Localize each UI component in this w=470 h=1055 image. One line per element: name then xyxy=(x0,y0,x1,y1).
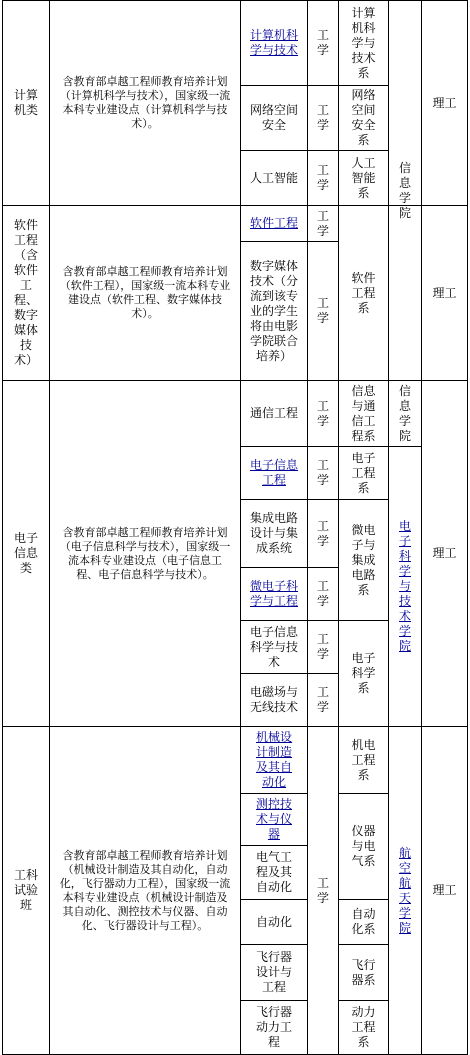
major-cell xyxy=(241,447,307,499)
degree-label: 工学 xyxy=(316,208,329,238)
degree-label: 工学 xyxy=(316,579,329,608)
department-name: 电子科学系 xyxy=(351,651,376,695)
major-name: 集成电路设计与集成系统 xyxy=(249,511,298,555)
department-cell xyxy=(339,500,388,620)
school-cell xyxy=(389,727,421,1054)
school-name: 信息学院 xyxy=(398,383,411,443)
major-name: 网络空间安全 xyxy=(250,103,299,132)
major-name: 通信工程 xyxy=(249,406,298,420)
major-cell xyxy=(241,846,307,899)
category-cell xyxy=(3,381,49,726)
school-name: 信息学院 xyxy=(398,160,411,220)
department-name: 动力工程系 xyxy=(351,1005,376,1049)
discipline-label: 理工 xyxy=(432,883,457,897)
school-name: 电子科学与技术学院 xyxy=(398,519,411,653)
major-name: 人工智能 xyxy=(250,170,299,185)
school-cell xyxy=(389,1,421,380)
school-cell xyxy=(389,447,421,726)
description-cell xyxy=(50,381,240,726)
major-cell xyxy=(241,945,307,1000)
department-name: 计算机科学与技术系 xyxy=(351,5,376,80)
degree-label: 工学 xyxy=(316,398,329,428)
major-cell xyxy=(241,1001,307,1054)
category-cell xyxy=(3,206,49,380)
department-cell xyxy=(339,1,388,85)
degree-cell xyxy=(308,568,338,620)
department-cell xyxy=(339,794,388,899)
major-name: 测控技术与仪器 xyxy=(255,797,292,841)
major-cell xyxy=(241,1,307,85)
major-name: 电气工程及其自动化 xyxy=(255,850,292,894)
description-cell xyxy=(50,1,240,205)
discipline-label: 理工 xyxy=(432,95,457,110)
department-cell xyxy=(339,727,388,793)
degree-cell xyxy=(308,674,338,726)
discipline-cell xyxy=(422,206,467,380)
department-name: 软件工程系 xyxy=(351,270,376,315)
degree-label: 工学 xyxy=(316,632,329,661)
category-cell xyxy=(3,1,49,205)
department-cell xyxy=(339,621,388,726)
major-cell xyxy=(241,151,307,205)
degree-cell xyxy=(308,500,338,567)
major-name: 电子信息科学与技术 xyxy=(249,624,298,669)
degree-label: 工学 xyxy=(316,685,329,714)
category-label: 计算机类 xyxy=(13,88,38,117)
department-name: 电子工程系 xyxy=(351,450,376,495)
major-cell xyxy=(241,242,307,380)
major-name: 飞行器动力工程 xyxy=(255,1005,292,1049)
major-name: 软件工程 xyxy=(249,216,298,230)
major-name: 计算机科学与技术 xyxy=(250,28,299,57)
degree-cell xyxy=(308,447,338,499)
major-cell xyxy=(241,900,307,944)
department-name: 仪器与电气系 xyxy=(351,824,376,868)
major-cell xyxy=(241,206,307,241)
department-cell xyxy=(339,900,388,944)
discipline-label: 理工 xyxy=(432,285,457,300)
department-cell xyxy=(339,151,388,205)
department-name: 飞行器系 xyxy=(351,957,376,987)
discipline-cell xyxy=(422,727,467,1054)
degree-label: 工学 xyxy=(316,103,329,132)
degree-label: 工学 xyxy=(316,28,329,57)
department-name: 微电子与集成电路系 xyxy=(351,522,376,597)
major-cell xyxy=(241,674,307,726)
degree-label: 工学 xyxy=(316,518,329,548)
major-name: 机械设计制造及其自动化 xyxy=(255,730,292,789)
major-name: 电子信息工程 xyxy=(249,458,298,487)
major-name: 飞行器设计与工程 xyxy=(255,950,292,994)
discipline-cell xyxy=(422,1,467,205)
degree-cell xyxy=(308,242,338,380)
major-cell xyxy=(241,86,307,150)
degree-cell xyxy=(308,151,338,205)
degree-label: 工学 xyxy=(316,875,329,905)
degree-cell xyxy=(308,1,338,85)
department-cell xyxy=(339,381,388,446)
category-label: 工科试验班 xyxy=(13,868,38,912)
degree-cell xyxy=(308,727,338,1054)
category-label: 软件工程（含软件工程、数字媒体技术） xyxy=(13,218,38,367)
degree-cell xyxy=(308,206,338,241)
description-cell xyxy=(50,727,240,1054)
degree-cell xyxy=(308,621,338,673)
department-name: 网络空间安全系 xyxy=(351,88,376,147)
major-cell xyxy=(241,381,307,446)
program-description: 含教育部卓越工程师教育培养计划（电子信息科学与技术），国家级一流本科专业建设点（电子信息工程、电子信息科学与技术）。 xyxy=(59,525,231,581)
department-name: 信息与通信工程系 xyxy=(351,383,376,443)
department-cell xyxy=(339,447,388,499)
degree-label: 工学 xyxy=(316,458,329,487)
department-cell xyxy=(339,86,388,150)
degree-label: 工学 xyxy=(316,296,329,325)
major-cell xyxy=(241,794,307,845)
department-cell xyxy=(339,945,388,1000)
major-name: 微电子科学与工程 xyxy=(249,579,298,608)
major-name: 电磁场与无线技术 xyxy=(249,685,298,714)
degree-cell xyxy=(308,381,338,446)
department-name: 机电工程系 xyxy=(351,737,376,782)
discipline-cell xyxy=(422,381,467,726)
major-cell xyxy=(241,500,307,567)
school-cell xyxy=(389,381,421,446)
category-cell xyxy=(3,727,49,1054)
description-cell xyxy=(50,206,240,380)
department-name: 人工智能系 xyxy=(351,155,376,200)
major-name: 数字媒体技术（分流到该专业的学生将由电影学院联合培养） xyxy=(249,258,298,363)
degree-cell xyxy=(308,86,338,150)
major-cell xyxy=(241,621,307,673)
program-description: 含教育部卓越工程师教育培养计划（机械设计制造及其自动化，自动化，飞行器动力工程），国家级一流本科专业建设点（机械设计制造及其自动化、测控技术与仪器、自动化、飞行器设计与工程）。 xyxy=(59,848,231,932)
department-cell xyxy=(339,206,388,380)
category-label: 电子信息类 xyxy=(13,531,38,575)
major-cell xyxy=(241,568,307,620)
discipline-label: 理工 xyxy=(432,546,457,560)
program-description: 含教育部卓越工程师教育培养计划（软件工程），国家级一流本科专业建设点（软件工程、数字媒体技术）。 xyxy=(59,265,231,320)
department-cell xyxy=(339,1001,388,1054)
program-description: 含教育部卓越工程师教育培养计划（计算机科学与技术），国家级一流本科专业建设点（计算机科学与技术）。 xyxy=(59,75,231,130)
major-name: 自动化 xyxy=(255,914,292,929)
department-name: 自动化系 xyxy=(351,907,376,936)
table-border-right xyxy=(467,0,468,1055)
degree-label: 工学 xyxy=(316,163,329,192)
school-name: 航空航天学院 xyxy=(398,845,411,935)
major-cell xyxy=(241,727,307,793)
